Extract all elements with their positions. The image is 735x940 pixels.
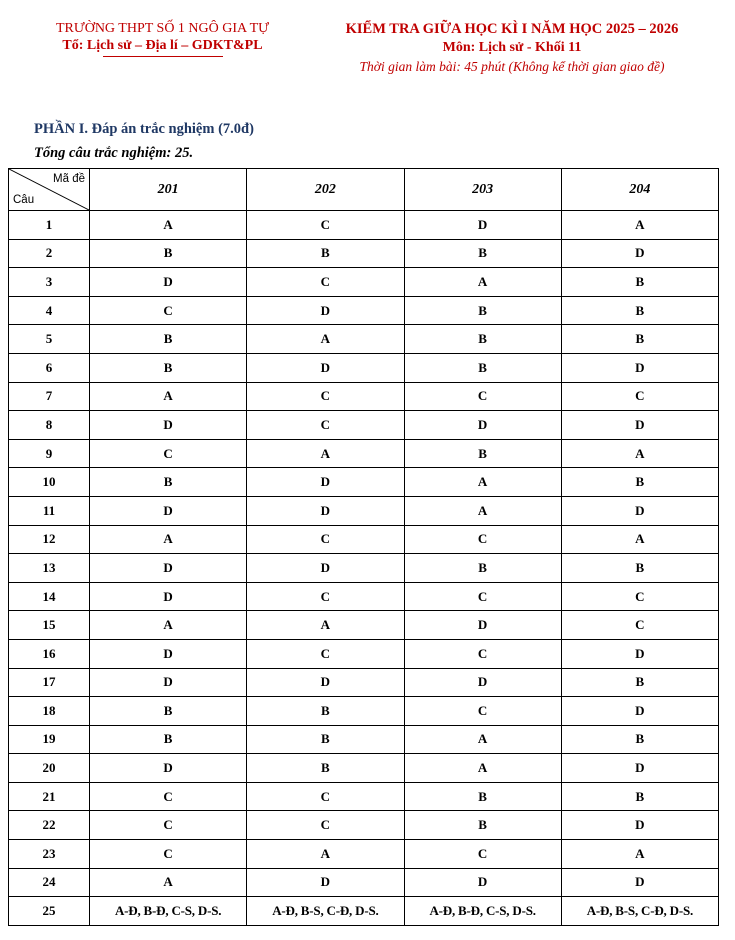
answer-cell: A (561, 211, 718, 240)
table-row (9, 496, 719, 525)
question-number: 13 (9, 554, 90, 583)
answer-cell: D (90, 496, 247, 525)
table-row (9, 840, 719, 869)
version-header: 202 (247, 169, 404, 211)
answer-cell: A (247, 840, 404, 869)
answer-cell: D (561, 754, 718, 783)
answer-cell: D (90, 268, 247, 297)
answer-cell: B (404, 353, 561, 382)
question-number: 18 (9, 697, 90, 726)
answer-cell: A-Đ, B-S, C-Đ, D-S. (247, 897, 404, 926)
answer-cell: B (247, 239, 404, 268)
answer-cell: C (247, 811, 404, 840)
table-row (9, 639, 719, 668)
answer-cell: D (404, 868, 561, 897)
answer-cell: B (90, 239, 247, 268)
answer-cell: A (561, 439, 718, 468)
department-name: Tổ: Lịch sử – Địa lí – GDKT&PL (62, 38, 263, 53)
table-row (9, 411, 719, 440)
section-title: PHẦN I. Đáp án trắc nghiệm (7.0đ) (34, 121, 254, 137)
answer-cell: C (404, 840, 561, 869)
answer-cell: D (247, 353, 404, 382)
question-number: 7 (9, 382, 90, 411)
answer-cell: B (561, 468, 718, 497)
table-row (9, 525, 719, 554)
answer-cell: C (404, 582, 561, 611)
answer-cell: B (561, 668, 718, 697)
answer-cell: A (404, 268, 561, 297)
answer-cell: C (247, 582, 404, 611)
answer-cell: A (90, 868, 247, 897)
question-number: 2 (9, 239, 90, 268)
answer-cell: A (90, 382, 247, 411)
table-row (9, 668, 719, 697)
answer-cell: B (404, 296, 561, 325)
answer-cell: A (247, 611, 404, 640)
table-row (9, 611, 719, 640)
answer-cell: C (404, 525, 561, 554)
question-total: Tổng câu trắc nghiệm: 25. (34, 145, 194, 161)
answer-cell: B (561, 325, 718, 354)
table-row (9, 782, 719, 811)
question-number: 15 (9, 611, 90, 640)
answer-cell: C (404, 697, 561, 726)
answer-cell: C (90, 840, 247, 869)
answer-cell: D (90, 668, 247, 697)
answer-cell: C (247, 268, 404, 297)
question-number: 4 (9, 296, 90, 325)
version-header: 203 (404, 169, 561, 211)
answer-cell: B (247, 697, 404, 726)
answer-cell: B (404, 325, 561, 354)
answer-cell: C (247, 525, 404, 554)
answer-cell: A-Đ, B-S, C-Đ, D-S. (561, 897, 718, 926)
answer-cell: B (561, 296, 718, 325)
answer-key-table (8, 168, 719, 926)
version-header: 201 (90, 169, 247, 211)
table-row (9, 754, 719, 783)
table-row (9, 353, 719, 382)
question-number: 21 (9, 782, 90, 811)
answer-cell: B (404, 554, 561, 583)
answer-cell: B (247, 725, 404, 754)
answer-cell: D (561, 811, 718, 840)
question-number: 20 (9, 754, 90, 783)
question-number: 22 (9, 811, 90, 840)
answer-cell: D (561, 353, 718, 382)
exam-header (308, 20, 716, 76)
corner-cell (9, 169, 90, 211)
answer-cell: D (247, 554, 404, 583)
answer-cell: D (404, 611, 561, 640)
answer-cell: B (404, 439, 561, 468)
answer-cell: D (561, 496, 718, 525)
answer-cell: C (247, 211, 404, 240)
corner-label-version: Mã đề (53, 173, 85, 185)
department-underline (103, 56, 223, 57)
answer-cell: D (90, 639, 247, 668)
answer-cell: A (404, 754, 561, 783)
answer-cell: C (561, 582, 718, 611)
table-row (9, 868, 719, 897)
answer-cell: C (247, 639, 404, 668)
question-number: 16 (9, 639, 90, 668)
exam-duration: Thời gian làm bài: 45 phút (Không kể thời gian giao đề) (359, 59, 665, 74)
answer-cell: D (247, 668, 404, 697)
answer-cell: D (561, 639, 718, 668)
table-row (9, 296, 719, 325)
version-header: 204 (561, 169, 718, 211)
answer-rows (9, 211, 719, 926)
school-name: TRƯỜNG THPT SỐ 1 NGÔ GIA TỰ (55, 21, 270, 36)
answer-cell: C (404, 382, 561, 411)
answer-cell: A (561, 840, 718, 869)
table-row (9, 325, 719, 354)
question-number: 9 (9, 439, 90, 468)
question-number: 11 (9, 496, 90, 525)
answer-cell: B (561, 268, 718, 297)
answer-cell: D (561, 239, 718, 268)
answer-cell: B (90, 697, 247, 726)
answer-cell: D (247, 296, 404, 325)
answer-cell: B (90, 325, 247, 354)
answer-cell: D (247, 496, 404, 525)
answer-cell: B (90, 353, 247, 382)
answer-cell: C (90, 782, 247, 811)
table-row (9, 697, 719, 726)
table-row (9, 554, 719, 583)
question-number: 1 (9, 211, 90, 240)
answer-cell: D (404, 668, 561, 697)
answer-cell: D (90, 411, 247, 440)
answer-cell: D (90, 554, 247, 583)
answer-cell: C (561, 611, 718, 640)
answer-cell: B (90, 468, 247, 497)
answer-cell: D (561, 697, 718, 726)
answer-cell: A-Đ, B-Đ, C-S, D-S. (90, 897, 247, 926)
answer-cell: A-Đ, B-Đ, C-S, D-S. (404, 897, 561, 926)
answer-cell: B (90, 725, 247, 754)
answer-cell: C (247, 411, 404, 440)
answer-cell: A (90, 211, 247, 240)
answer-cell: D (247, 468, 404, 497)
answer-cell: C (90, 296, 247, 325)
answer-cell: B (561, 554, 718, 583)
table-header-row (9, 169, 719, 211)
answer-cell: B (404, 811, 561, 840)
table-row (9, 582, 719, 611)
table-row (9, 268, 719, 297)
question-number: 3 (9, 268, 90, 297)
answer-cell: C (247, 382, 404, 411)
exam-title: KIỂM TRA GIỮA HỌC KÌ I NĂM HỌC 2025 – 2026 (345, 21, 679, 37)
question-number: 10 (9, 468, 90, 497)
answer-cell: C (90, 811, 247, 840)
answer-cell: A (247, 439, 404, 468)
question-number: 5 (9, 325, 90, 354)
table-row (9, 382, 719, 411)
question-number: 8 (9, 411, 90, 440)
answer-cell: A (247, 325, 404, 354)
answer-cell: D (561, 411, 718, 440)
table-row (9, 239, 719, 268)
answer-cell: A (404, 725, 561, 754)
answer-cell: B (561, 725, 718, 754)
answer-cell: D (90, 582, 247, 611)
table-row (9, 725, 719, 754)
school-header (30, 20, 295, 57)
question-number: 23 (9, 840, 90, 869)
answer-cell: B (561, 782, 718, 811)
question-number: 24 (9, 868, 90, 897)
answer-cell: C (404, 639, 561, 668)
answer-cell: A (90, 525, 247, 554)
answer-cell: C (247, 782, 404, 811)
answer-cell: D (404, 211, 561, 240)
answer-cell: A (90, 611, 247, 640)
table-row (9, 211, 719, 240)
question-number: 25 (9, 897, 90, 926)
answer-cell: D (404, 411, 561, 440)
answer-cell: D (247, 868, 404, 897)
table-row (9, 439, 719, 468)
answer-cell: A (561, 525, 718, 554)
question-number: 6 (9, 353, 90, 382)
answer-cell: B (404, 782, 561, 811)
answer-cell: D (561, 868, 718, 897)
answer-cell: D (90, 754, 247, 783)
table-row (9, 897, 719, 926)
answer-cell: B (404, 239, 561, 268)
answer-cell: A (404, 468, 561, 497)
table-row (9, 468, 719, 497)
exam-subject: Môn: Lịch sử - Khối 11 (442, 40, 582, 55)
answer-cell: A (404, 496, 561, 525)
question-number: 14 (9, 582, 90, 611)
question-number: 17 (9, 668, 90, 697)
question-number: 19 (9, 725, 90, 754)
answer-cell: B (247, 754, 404, 783)
answer-cell: C (561, 382, 718, 411)
corner-label-question: Câu (13, 194, 35, 206)
question-number: 12 (9, 525, 90, 554)
answer-cell: C (90, 439, 247, 468)
table-row (9, 811, 719, 840)
